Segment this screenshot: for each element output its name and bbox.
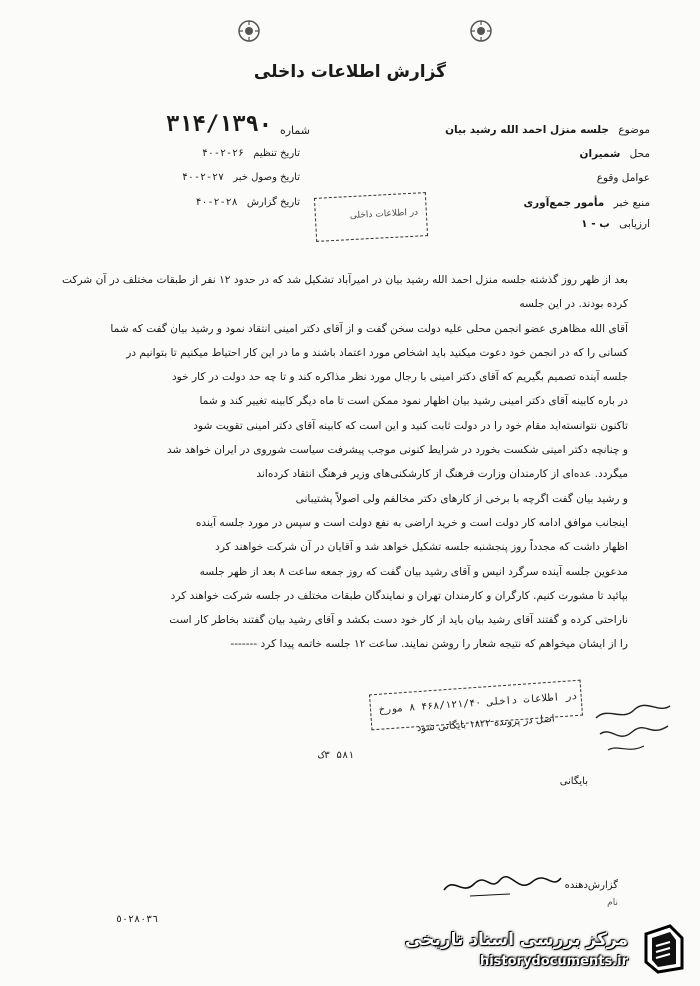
archive-label: بایگانی	[559, 776, 588, 787]
date-compiled-label: تاریخ تنظیم	[253, 148, 300, 159]
subject-value: جلسه منزل احمد الله رشید بیان	[445, 124, 609, 136]
received-stamp-text: در اطلاعات داخلی	[349, 207, 419, 222]
body-line: و چنانچه دکتر امینی شکست بخورد در شرایط کنونی موجب پیشرفت سیاست شوروی در ایران خواهد شد	[166, 444, 628, 457]
body-line: بعد از ظهر روز گذشته جلسه منزل احمد الله رشید بیان در امیرآباد تشکیل شد که در حدود ۱۲ نفر از طبقات مختلف در آن شرکت کرده بودند. در این جلسه	[62, 274, 628, 311]
watermark-title: مرکز بررسی اسناد تاریخی	[405, 930, 628, 950]
date-compiled	[100, 148, 300, 159]
body-line: آقای الله مظاهری عضو انجمن محلی علیه دولت سخن گفت و از آقای دکتر امینی انتقاد نمود و رشید بیان گفت که شما	[110, 322, 628, 335]
subject-label: موضوع	[618, 124, 650, 136]
watermark	[405, 924, 690, 976]
date-received-value: ۲۷-۲-۴۰	[181, 172, 225, 183]
received-stamp	[314, 192, 428, 242]
bottom-code: ٥٠٢٨٠٣٦	[116, 914, 159, 925]
watermark-url: historydocuments.ir	[479, 954, 628, 969]
body-line: در باره کابینه آقای دکتر امینی رشید بیان اظهار نمود ممکن است تا ماه دیگر کابینه تغییر کند و شما	[199, 395, 628, 408]
emblem-icon	[468, 18, 494, 44]
margin-signature-icon	[588, 700, 678, 760]
place-line	[380, 148, 650, 160]
document-number-label: شماره	[279, 124, 310, 137]
body-line: کسانی را که در انجمن خود دعوت میکنید باید اشخاص مورد اعتماد باشند و ما در این کار احتیاط میکنیم تا بتوانیم در	[126, 346, 628, 359]
date-received-label: تاریخ وصول خبر	[233, 172, 300, 183]
body-line: اظهار داشت که مجدداً روز پنجشنبه جلسه تشکیل خواهد شد و آقایان در آن شرکت خواهند کرد	[215, 541, 628, 554]
reporter-signature-icon	[440, 872, 565, 900]
archive-logo-icon	[640, 924, 686, 974]
reference-note: اصل در پرونده ۱۸۲۲ بایگانی شود	[416, 713, 556, 735]
body-line: ناراحتی کرده و گفتند آقای رشید بیان باید از کار خود دست بکشد و آقای رشید بیان گفتند بخاطر کار است	[169, 614, 628, 627]
date-report-value: ۲۸-۲-۴۰	[195, 197, 238, 208]
document-title: گزارش اطلاعات داخلی	[253, 62, 447, 82]
evaluation-value: ب - ۱	[581, 218, 610, 230]
reporter-label: گزارش‌دهنده	[564, 880, 618, 891]
document-number-value: ۳۱۴/۱۳۹۰	[166, 112, 272, 137]
report-body	[62, 268, 628, 657]
body-line: مدعوین جلسه آینده سرگرد انیس و آقای رشید بیان گفت که روز جمعه ساعت ۸ بعد از ظهر جلسه	[199, 565, 628, 578]
body-line: تاکنون نتوانسته‌اید مقام خود را در دولت ثابت کنید و این است که کابینه آقای دکتر امینی تقویت شود	[193, 419, 628, 432]
date-report	[100, 197, 300, 208]
body-line: را از ایشان میخواهم که نتیجه شعار را روشن نمایند. ساعت ۱۲ جلسه خاتمه پیدا کرد -------	[230, 638, 628, 651]
source-heading: عوامل وقوع	[596, 172, 650, 184]
date-compiled-value: ۲۶-۲-۴۰	[201, 148, 245, 159]
place-value: شمیران	[579, 148, 621, 160]
filing-stamp-text: در اطلاعات داخلی ۴۶۸/۱۲۱/۴۰ ۸ مورخ	[378, 690, 578, 716]
source-value: مأمور جمع‌آوری	[523, 197, 605, 209]
body-line: اینجانب موافق ادامه کار دولت است و خرید اراضی به نفع دولت است و سپس در مورد جلسه آینده	[195, 516, 628, 529]
body-line: میگردد. عده‌ای از کارمندان وزارت فرهنگ از کارشکنی‌های وزیر فرهنگ انتقاد کرده‌اند	[256, 468, 628, 481]
date-report-label: تاریخ گزارش	[246, 197, 300, 208]
body-line: بپائید تا مشورت کنیم. کارگران و کارمندان تهران و نمایندگان طبقات مختلف در جلسه شرکت خواهند کرد	[170, 589, 628, 602]
date-received	[100, 172, 300, 183]
subject-line	[380, 124, 650, 136]
reporter-sub-label: نام	[607, 898, 618, 908]
place-label: محل	[629, 148, 650, 160]
body-line: و رشید بیان گفت اگرچه با برخی از کارهای دکتر مخالفم ولی اصولاً پشتیبانی	[295, 492, 628, 505]
body-line: جلسه آینده تصمیم بگیریم که آقای دکتر امینی با رجال مورد نظر مذاکره کند و تا چه حد دولت در کار خود	[171, 371, 628, 384]
emblem-icon	[236, 18, 262, 44]
evaluation-label: ارزیابی	[619, 218, 650, 230]
source-label: منبع خبر	[613, 197, 650, 209]
small-code: ۵۸۱ ۳ک	[318, 750, 355, 761]
